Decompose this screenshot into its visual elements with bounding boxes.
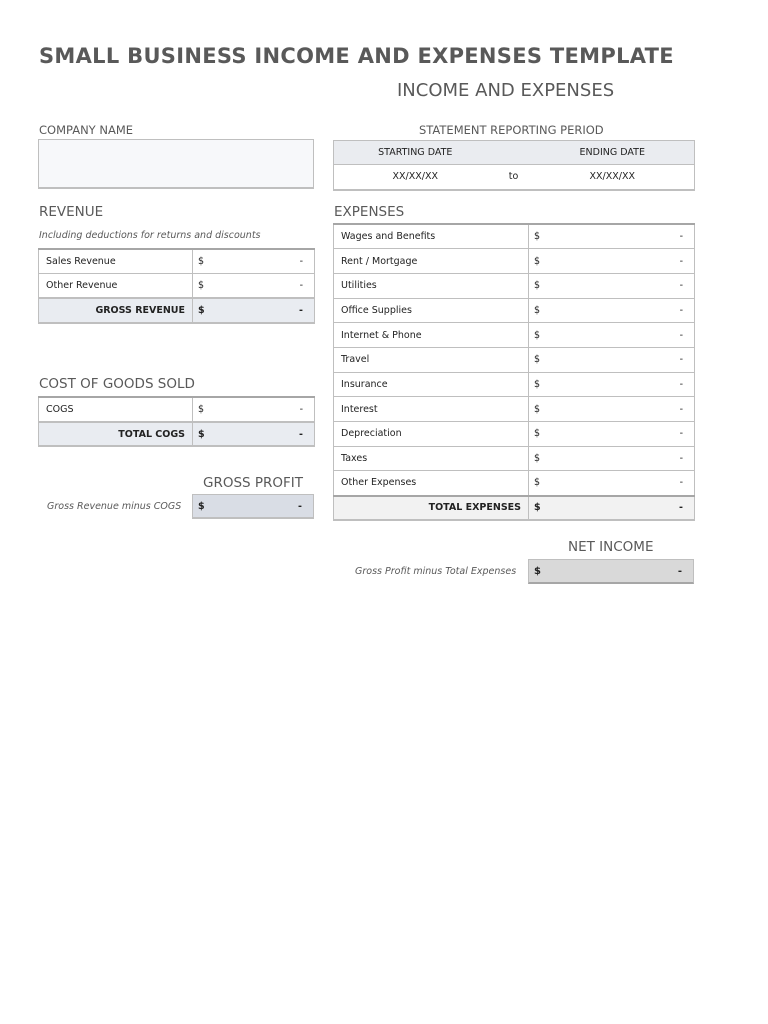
amount-value: - [677, 566, 682, 577]
page-subtitle: INCOME AND EXPENSES [397, 80, 615, 101]
currency-symbol: $ [534, 403, 541, 415]
amount-value: - [679, 453, 683, 465]
ending-date-header: ENDING DATE [531, 141, 695, 165]
amount-value: - [298, 501, 302, 512]
currency-symbol: $ [534, 255, 541, 267]
expense-value-field-office-supplies[interactable] [529, 298, 695, 323]
cogs-label: COGS [39, 397, 193, 422]
amount-value: - [299, 305, 303, 317]
net-income-value [528, 559, 694, 584]
period-header-spacer [497, 141, 531, 165]
currency-symbol: $ [198, 428, 205, 440]
expense-label-wages-and-benefits: Wages and Benefits [334, 224, 529, 249]
sales-revenue-label: Sales Revenue [39, 249, 193, 274]
expenses-table [333, 223, 695, 521]
revenue-table [38, 248, 315, 324]
expense-value-field-taxes[interactable] [529, 446, 695, 471]
sales-revenue-value-field[interactable] [193, 249, 315, 274]
amount-value: - [299, 256, 303, 268]
company-name-label: COMPANY NAME [39, 123, 134, 137]
table-row [334, 273, 695, 298]
expense-value-field-depreciation[interactable] [529, 422, 695, 447]
expense-label-travel: Travel [334, 347, 529, 372]
amount-value: - [299, 280, 303, 292]
expense-value-field-internet-phone[interactable] [529, 323, 695, 348]
gross-profit-heading: GROSS PROFIT [203, 475, 304, 491]
table-row [334, 471, 695, 496]
table-row [334, 372, 695, 397]
total-expenses-value [529, 496, 695, 521]
expenses-heading: EXPENSES [334, 204, 405, 220]
total-expenses-row [334, 496, 695, 521]
total-cogs-label: TOTAL COGS [39, 422, 193, 447]
table-row [334, 397, 695, 422]
table-row [334, 298, 695, 323]
amount-value: - [679, 403, 683, 415]
currency-symbol: $ [534, 329, 541, 341]
revenue-note: Including deductions for returns and discounts [39, 230, 261, 241]
currency-symbol: $ [534, 477, 541, 489]
expense-value-field-rent-mortgage[interactable] [529, 249, 695, 274]
cogs-heading: COST OF GOODS SOLD [39, 376, 195, 392]
table-row [334, 446, 695, 471]
expense-label-interest: Interest [334, 397, 529, 422]
expense-label-rent-mortgage: Rent / Mortgage [334, 249, 529, 274]
currency-symbol: $ [534, 280, 541, 292]
gross-profit-note: Gross Revenue minus COGS [47, 501, 182, 512]
expense-label-insurance: Insurance [334, 372, 529, 397]
net-income-heading: NET INCOME [568, 539, 654, 555]
cogs-value-field[interactable] [193, 397, 315, 422]
cogs-table [38, 396, 315, 447]
expense-label-utilities: Utilities [334, 273, 529, 298]
table-row [39, 397, 315, 422]
currency-symbol: $ [198, 403, 205, 415]
gross-revenue-row [39, 298, 315, 323]
reporting-period-table [333, 140, 695, 191]
gross-profit-value [192, 494, 314, 519]
expense-label-office-supplies: Office Supplies [334, 298, 529, 323]
other-revenue-label: Other Revenue [39, 274, 193, 299]
currency-symbol: $ [534, 304, 541, 316]
currency-symbol: $ [198, 256, 205, 268]
amount-value: - [679, 428, 683, 440]
currency-symbol: $ [198, 501, 205, 512]
net-income-note: Gross Profit minus Total Expenses [355, 566, 517, 577]
starting-date-header: STARTING DATE [334, 141, 497, 165]
expense-label-other-expenses: Other Expenses [334, 471, 529, 496]
expense-label-depreciation: Depreciation [334, 422, 529, 447]
reporting-period-label: STATEMENT REPORTING PERIOD [419, 123, 604, 137]
expense-value-field-wages-and-benefits[interactable] [529, 224, 695, 249]
table-row [334, 347, 695, 372]
table-row [39, 249, 315, 274]
revenue-heading: REVENUE [39, 204, 104, 220]
ending-date-field[interactable]: XX/XX/XX [531, 165, 695, 190]
currency-symbol: $ [534, 502, 541, 514]
amount-value: - [679, 304, 683, 316]
table-row [334, 224, 695, 249]
currency-symbol: $ [198, 305, 205, 317]
table-row [39, 274, 315, 299]
amount-value: - [299, 428, 303, 440]
expense-value-field-travel[interactable] [529, 347, 695, 372]
currency-symbol: $ [534, 231, 541, 243]
amount-value: - [679, 255, 683, 267]
expense-value-field-other-expenses[interactable] [529, 471, 695, 496]
other-revenue-value-field[interactable] [193, 274, 315, 299]
gross-revenue-value [193, 298, 315, 323]
period-separator: to [497, 165, 531, 190]
amount-value: - [679, 354, 683, 366]
currency-symbol: $ [198, 280, 205, 292]
currency-symbol: $ [534, 354, 541, 366]
total-expenses-label: TOTAL EXPENSES [334, 496, 529, 521]
page-title: SMALL BUSINESS INCOME AND EXPENSES TEMPLATE [39, 44, 674, 68]
starting-date-field[interactable]: XX/XX/XX [334, 165, 497, 190]
expense-label-taxes: Taxes [334, 446, 529, 471]
currency-symbol: $ [534, 378, 541, 390]
expense-value-field-insurance[interactable] [529, 372, 695, 397]
total-cogs-row [39, 422, 315, 447]
expense-label-internet-phone: Internet & Phone [334, 323, 529, 348]
amount-value: - [679, 280, 683, 292]
currency-symbol: $ [534, 453, 541, 465]
total-cogs-value [193, 422, 315, 447]
expense-value-field-interest[interactable] [529, 397, 695, 422]
amount-value: - [679, 378, 683, 390]
expense-value-field-utilities[interactable] [529, 273, 695, 298]
currency-symbol: $ [534, 428, 541, 440]
company-name-field[interactable] [38, 139, 314, 189]
table-row [334, 323, 695, 348]
amount-value: - [299, 403, 303, 415]
amount-value: - [679, 329, 683, 341]
table-row [334, 249, 695, 274]
gross-revenue-label: GROSS REVENUE [39, 298, 193, 323]
amount-value: - [679, 502, 683, 514]
amount-value: - [679, 231, 683, 243]
amount-value: - [679, 477, 683, 489]
table-row [334, 422, 695, 447]
currency-symbol: $ [534, 566, 541, 577]
